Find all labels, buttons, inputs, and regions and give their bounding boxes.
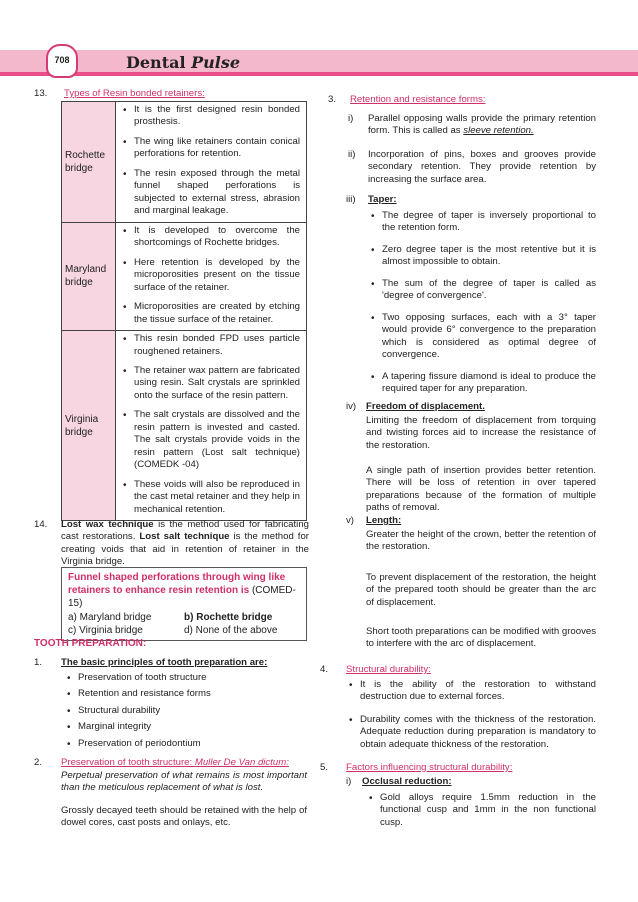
r3-iv-p1: Limiting the freedom of displacement from torquing and twisting forces aid to increase the resistance of the restoration. <box>366 415 596 451</box>
brand-title: Dental Pulse <box>126 53 241 72</box>
mcq-question: Funnel shaped perforations through wing like retainers to enhance resin retention is <box>68 572 286 596</box>
list-item: • A tapering fissure diamond is ideal to produce the required taper for any preparation. <box>368 371 596 396</box>
mcq-source: (COMED-15) <box>68 585 296 609</box>
list-item: • Retention and resistance forms <box>64 688 304 700</box>
list-item: • Durability comes with the thickness of the restoration. Adequate reduction during preparation is mandatory to obtain adequate thickness of the restoration. <box>346 714 596 751</box>
r3-title: Retention and resistance forms: <box>350 94 486 105</box>
header-rule <box>0 72 638 76</box>
list-item: • Marginal integrity <box>64 721 304 733</box>
l2-title: Preservation of tooth structure: Muller De Van dictum: <box>61 757 289 768</box>
table-row <box>62 102 307 223</box>
r3-number: 3. <box>328 94 337 105</box>
l1-title: The basic principles of tooth preparation are: <box>61 657 268 668</box>
resin-retainers-table <box>61 101 307 521</box>
list-item: • The salt crystals are dissolved and the resin pattern is invested and casted. The salt crystals provide voids in the resin pattern (Lost salt technique) (COMEDK -04) <box>120 409 300 471</box>
l2-quote: Perpetual preservation of what remains is most important than the meticulous replacement of what is lost. <box>61 770 307 794</box>
page-number: 708 <box>54 55 70 66</box>
mcq-option-a: a) Maryland bridge <box>68 612 152 623</box>
list-item: • Two opposing surfaces, each with a 3° taper would provide 6° convergence to the preparation which is considered as optimal degree of convergence. <box>368 312 596 362</box>
row-label: Maryland bridge <box>62 222 116 330</box>
q13-number: 13. <box>34 88 48 99</box>
list-item: • Gold alloys require 1.5mm reduction in the functional cusp and 1mm in the non functional cusp. <box>366 792 596 829</box>
q14-text: Lost wax technique is the method used for fabricating cast restorations. Lost salt technique is the method for creating voids that aid in retention of retainer in the Virginia bridge. <box>61 519 310 568</box>
list-item: • The retainer wax pattern are fabricated using resin. Salt crystals are sprinkled onto the surface of the resin pattern. <box>120 365 300 402</box>
r3-ii-text: Incorporation of pins, boxes and grooves provide secondary retention. They provide retention by increasing the surface area. <box>368 149 596 185</box>
tooth-prep-heading: TOOTH PREPARATION: <box>34 638 147 649</box>
r5-title: Factors influencing structural durability: <box>346 762 513 773</box>
r5-number: 5. <box>320 762 329 773</box>
r3-i-number: i) <box>348 113 354 124</box>
r3-iv-number: iv) <box>346 401 357 412</box>
list-item: • It is the ability of the restoration to withstand destruction due to external forces. <box>346 679 596 704</box>
list-item: • The degree of taper is inversely proportional to the retention form. <box>368 210 596 235</box>
list-item: • Preservation of periodontium <box>64 738 304 750</box>
list-item: • The resin exposed through the metal funnel shaped perforations is subjected to external stress, abrasion and marginal leakage. <box>120 168 300 218</box>
mcq-box <box>61 567 307 641</box>
l2-paragraph: Grossly decayed teeth should be retained with the help of dowel cores, cast posts and onlays, etc. <box>61 805 307 829</box>
list-item: • Zero degree taper is the most retentive but it is almost impossible to obtain. <box>368 244 596 269</box>
header-band <box>0 50 638 72</box>
r3-iii-title: Taper: <box>368 194 397 205</box>
table-row <box>62 222 307 330</box>
l1-number: 1. <box>34 657 43 668</box>
r3-v-p3: Short tooth preparations can be modified with grooves to interfere with the arc of displacement. <box>366 626 596 650</box>
r3-iv-p2: A single path of insertion provides better retention. There will be loss of retention in over tapered preparations because of the formation of multiple paths of removal. <box>366 465 596 514</box>
list-item: • Preservation of tooth structure <box>64 672 304 684</box>
r5-sub-number: i) <box>346 776 352 787</box>
occlusal-list <box>366 792 596 836</box>
row-label: Virginia bridge <box>62 331 116 521</box>
r3-iv-title: Freedom of displacement. <box>366 401 485 412</box>
list-item: • These voids will also be reproduced in the cast metal retainer and they help in mechanical retention. <box>120 479 300 516</box>
tooth-icon <box>46 44 78 78</box>
r3-ii-number: ii) <box>348 149 356 160</box>
q13-title: Types of Resin bonded retainers: <box>64 88 205 99</box>
r3-i-text: Parallel opposing walls provide the primary retention form. This is called as sleeve retention. <box>368 113 596 137</box>
q14-number: 14. <box>34 519 48 530</box>
list-item: • The wing like retainers contain conical perforations for retention. <box>120 136 300 161</box>
mcq-option-b: b) Rochette bridge <box>184 612 273 623</box>
list-item: • It is developed to overcome the shortcomings of Rochette bridges. <box>120 225 300 250</box>
principles-list <box>64 672 304 754</box>
list-item: • Microporosities are created by etching the tissue surface of the retainer. <box>120 301 300 326</box>
row-label: Rochette bridge <box>62 102 116 223</box>
r5-sub-title: Occlusal reduction: <box>362 776 452 787</box>
r4-number: 4. <box>320 664 329 675</box>
r3-v-p1: Greater the height of the crown, better the retention of the restoration. <box>366 529 596 553</box>
r3-v-p2: To prevent displacement of the restoration, the height of the prepared tooth should be greater than the arc of displacement. <box>366 572 596 608</box>
r3-iii-number: iii) <box>346 194 356 205</box>
table-row <box>62 331 307 521</box>
l2-number: 2. <box>34 757 43 768</box>
list-item: • Structural durability <box>64 705 304 717</box>
r3-v-title: Length: <box>366 515 402 526</box>
list-item: • Here retention is developed by the microporosities present on the tissue surface of the retainer. <box>120 257 300 294</box>
taper-list <box>368 210 596 403</box>
mcq-option-d: d) None of the above <box>184 625 278 636</box>
durability-list <box>346 679 596 758</box>
r4-title: Structural durability: <box>346 664 431 675</box>
list-item: • The sum of the degree of taper is called as 'degree of convergence'. <box>368 278 596 303</box>
r3-v-number: v) <box>346 515 354 526</box>
list-item: • It is the first designed resin bonded prosthesis. <box>120 104 300 129</box>
mcq-option-c: c) Virginia bridge <box>68 625 143 636</box>
list-item: • This resin bonded FPD uses particle roughened retainers. <box>120 333 300 358</box>
